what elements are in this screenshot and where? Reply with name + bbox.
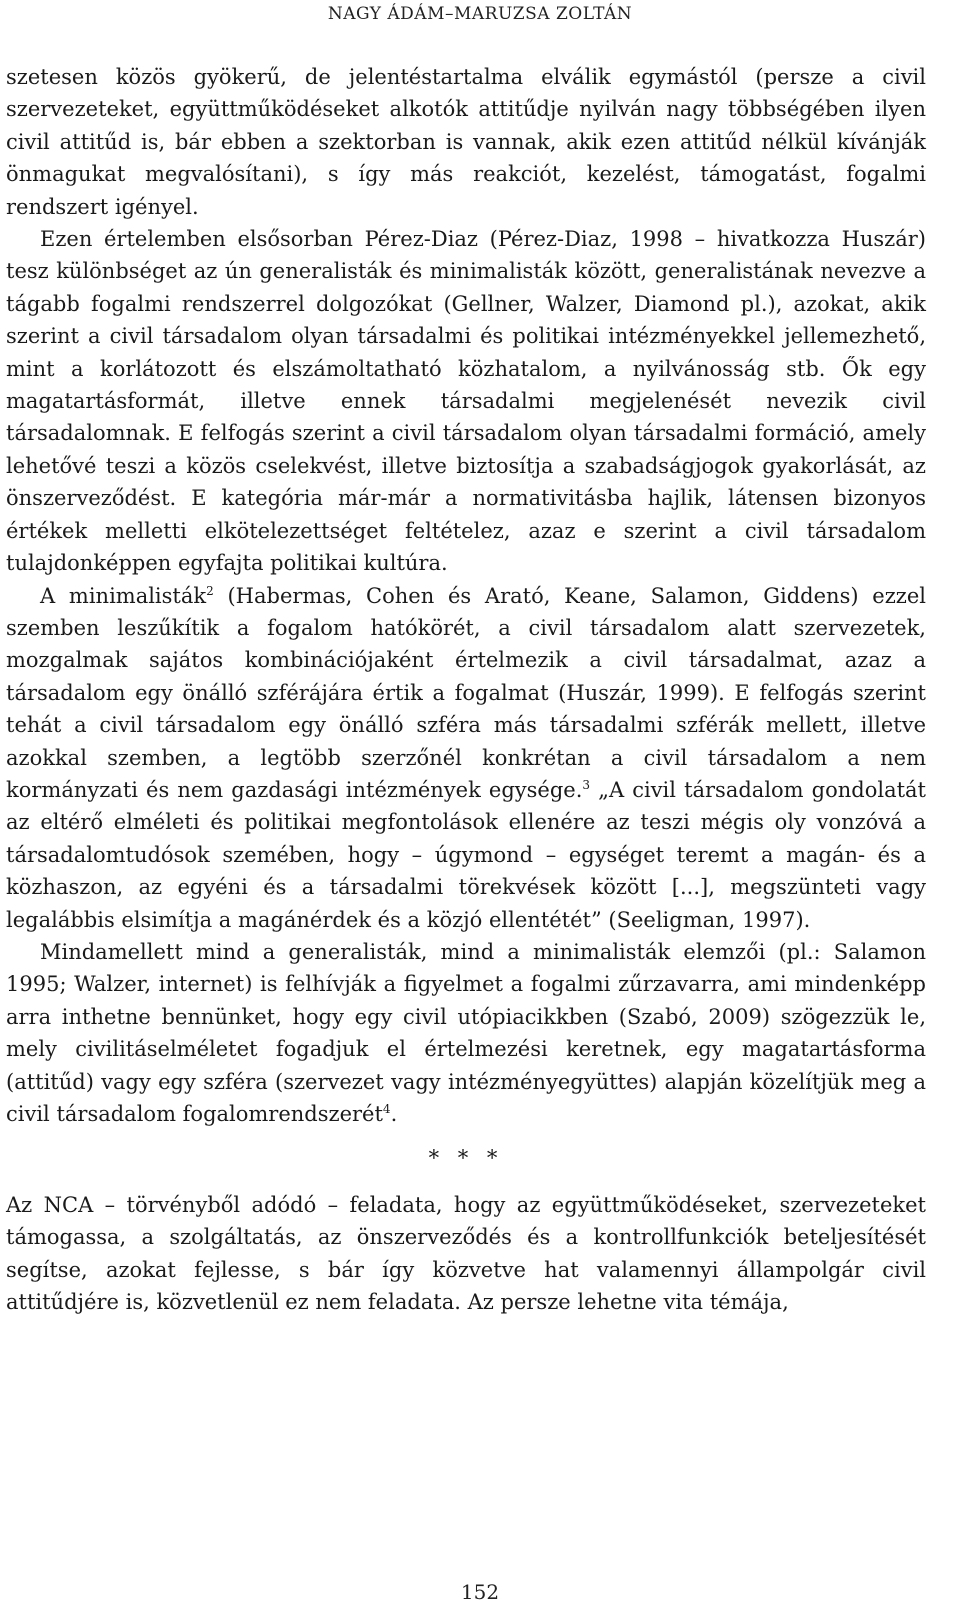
paragraph-conclusion-period: . [390,1102,398,1126]
paragraph-conclusion-text: Mindamellett mind a generalisták, mind a minimalisták elemzői (pl.: Salamon 1995; Walzer, internet) is felhívják a figyelmet a fogalmi zűrzavarra, ami mindenképp arra inthetne bennünket, hogy egy civil utópiacikkben (Szabó, 2009) szögezzük le, mely civilitáselméletet fogadjuk el értelmezési keretnek, egy magatartásforma (attitűd) vagy egy szféra (szervezet vagy intézményegyüttes) alapján közelítjük meg a civil társadalom fogalomrendszerét [6,939,926,1126]
footnote-ref-3: 3 [582,777,591,792]
paragraph-conclusion [6,936,926,1130]
text-body [6,61,926,1318]
paragraph-minimalists [6,580,926,936]
footnote-ref-4: 4 [382,1102,391,1116]
section-separator: * * * [428,1146,504,1171]
running-head: NAGY ÁDÁM–MARUZSA ZOLTÁN [327,4,633,24]
paragraph-minimalists-start: A minimalisták [40,583,207,608]
paragraph-continuation: szetesen közös gyökerű, de jelentéstartalma elválik egymástól (persze a civil szervezeteket, együttműködéseket alkotók attitűdje nyilván nagy többségében ilyen civil attitűd is, bár ebben a szektorban is vannak, akik ezen attitűd nélkül kívánják önmagukat megvalósítani), s így más reakciót, kezelést, támogatást, fogalmi rendszert igényel. [6,65,926,219]
page-number: 152 [460,1580,500,1604]
paragraph-generalists: Ezen értelemben elsősorban Pérez-Diaz (Pérez-Diaz, 1998 – hivatkozza Huszár) tesz különbséget az ún generalisták és minimalisták között, generalistának nevezve a tágabb fogalmi rendszerrel dolgozókat (Gellner, Walzer, Diamond pl.), azokat, akik szerint a civil társadalom olyan társadalmi és politikai intézményekkel jellemezhető, mint a korlátozott és elszámoltatható közhatalom, a nyilvánosság stb. Ők egy magatartásformát, illetve ennek társadalmi megjelenését nevezik civil társadalomnak. E felfogás szerint a civil társadalom olyan társadalmi formáció, amely lehetővé teszi a közös cselekvést, illetve biztosítja a szabadságjogok gyakorlását, az önszerveződést. E kategória már-már a normativitásba hajlik, látensen bizonyos értékek melletti elkötelezettséget feltételez, azaz e szerint a civil társadalom tulajdonképpen egyfajta politikai kultúra. [6,227,926,576]
footnote-ref-2: 2 [206,583,214,598]
paragraph-nca: Az NCA – törvényből adódó – feladata, hogy az együttműködéseket, szervezeteket támogassa, a szolgáltatás, az önszerveződés és a kontrollfunkciók beteljesítését segítse, azokat fejlesse, s bár így közvetve hat valamennyi állampolgár civil attitűdjére is, közvetlenül ez nem feladata. Az persze lehetne vita témája, [6,1192,926,1315]
paragraph-minimalists-middle: (Habermas, Cohen és Arató, Keane, Salamon, Giddens) ezzel szemben leszűkítik a fogalom hatókörét, a civil társadalom alatt szervezetek, mozgalmak sajátos kombinációjaként értelmezik a civil társadalmat, azaz a társadalom egy önálló szférájára értik a fogalmat (Huszár, 1999). E felfogás szerint tehát a civil társadalom egy önálló szféra más társadalmi szférák mellett, illetve azokkal szemben, a legtöbb szerzőnél konkrétan a civil társadalom a nem kormányzati és nem gazdasági intézmények egysége. [6,583,926,802]
paragraph-minimalists-end: „A civil társadalom gondolatát az eltérő elméleti és politikai megfontolások ellenére az teszi mégis oly vonzóvá a társadalomtudósok szemében, hogy – úgymond – egységet teremt a magán- és a közhaszon, az egyéni és a társadalmi törekvések között [...], megszünteti vagy legalábbis elsimítja a magánérdek és a közjó ellentétét” (Seeligman, 1997). [6,777,926,932]
